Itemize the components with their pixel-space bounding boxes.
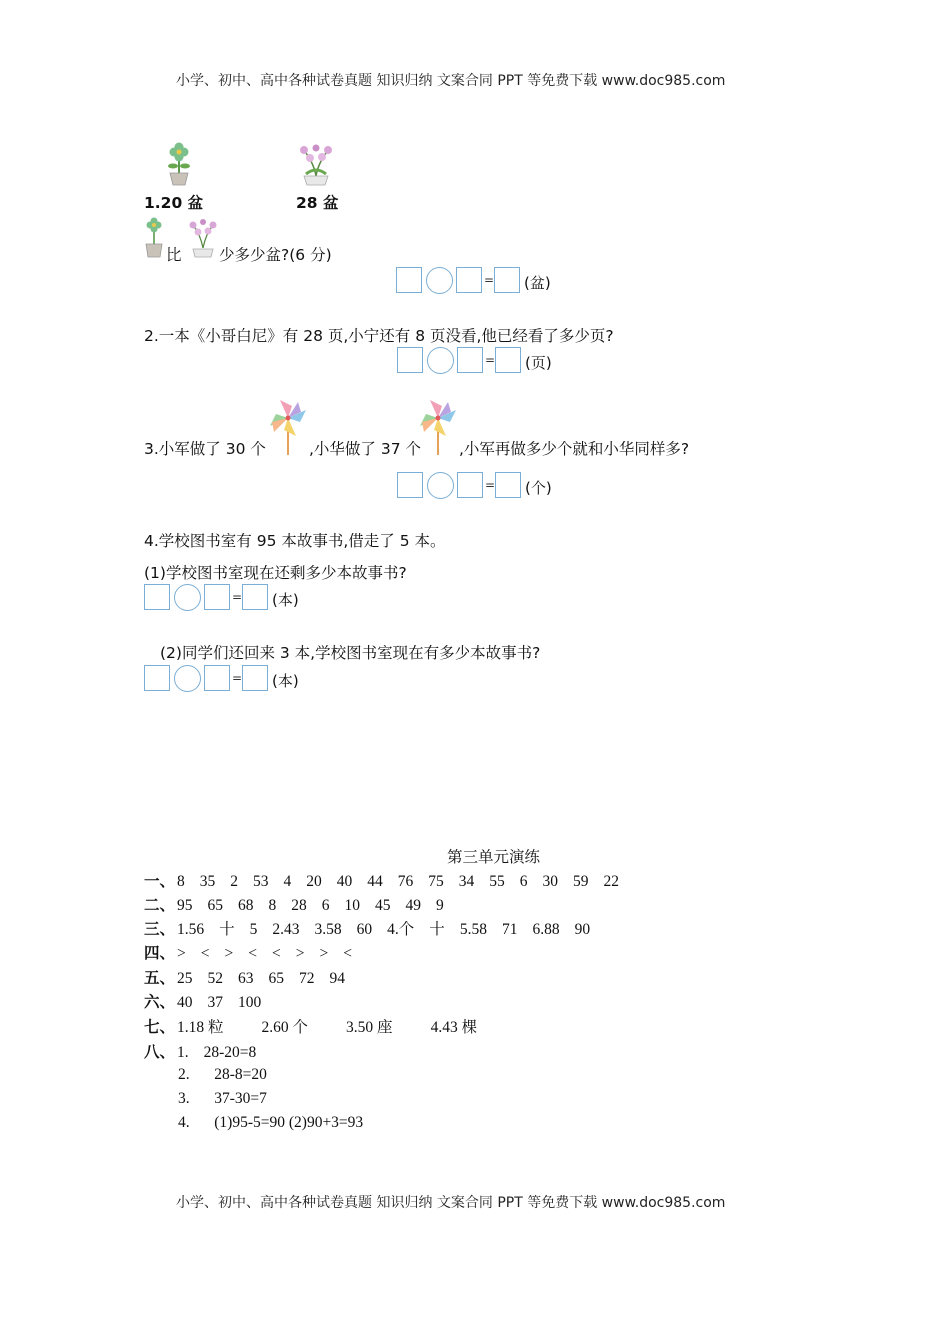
q4-sub1-answer-equation xyxy=(144,584,314,612)
answer-value: 40 xyxy=(336,873,353,890)
answer-value: 63 xyxy=(238,970,254,987)
answer-value: 53 xyxy=(253,873,269,890)
answer-value: 60 xyxy=(356,921,373,938)
answer-value: 4 xyxy=(283,873,292,890)
answer-value: 55 xyxy=(489,873,505,890)
page-footer: 小学、初中、高中各种试卷真题 知识归纳 文案合同 PPT 等免费下载 www.doc985.com xyxy=(176,1195,726,1211)
answer-value: 4.43 棵 xyxy=(430,1019,478,1036)
q4-unit2: (本) xyxy=(272,672,299,690)
answer-value: 37 xyxy=(207,994,224,1011)
answer-row-label: 五、 xyxy=(144,969,176,987)
answer-value: 2 xyxy=(230,873,239,890)
answer-value: < xyxy=(200,945,210,962)
answer-value: 20 xyxy=(306,873,322,890)
answer-row xyxy=(144,966,360,988)
answer-value: 72 xyxy=(299,970,315,987)
answer-box-result[interactable] xyxy=(495,347,521,373)
answer-extra-2: 2. 28-8=20 xyxy=(178,1066,267,1083)
answer-value: 22 xyxy=(603,873,620,890)
answer-value: 75 xyxy=(428,873,444,890)
q4-sub2-answer-equation xyxy=(144,665,314,693)
answer-row xyxy=(144,1040,271,1062)
answer-row-label: 四、 xyxy=(144,944,176,962)
answer-value: 100 xyxy=(238,994,262,1011)
answer-value: 35 xyxy=(199,873,216,890)
answer-value: 28 xyxy=(291,897,307,914)
orchid-pot-icon xyxy=(296,140,336,186)
answer-value: 3.58 xyxy=(314,921,342,938)
q1-unit: (盆) xyxy=(524,274,551,292)
q4-sub1: (1)学校图书室现在还剩多少本故事书? xyxy=(144,564,407,582)
q3-part2: ,小华做了 37 个 xyxy=(309,440,422,458)
answer-box-1[interactable] xyxy=(396,267,422,293)
q1-label-a: 1.20 盆 xyxy=(144,194,204,212)
answer-row xyxy=(144,893,459,915)
pinwheel-icon-2 xyxy=(418,398,458,456)
answer-box-1[interactable] xyxy=(144,584,170,610)
answer-value: 8 xyxy=(177,873,185,890)
q1-label-b: 28 盆 xyxy=(296,194,339,212)
q2-unit: (页) xyxy=(525,354,552,372)
page-header: 小学、初中、高中各种试卷真题 知识归纳 文案合同 PPT 等免费下载 www.doc985.com xyxy=(176,73,726,89)
answer-value: 6 xyxy=(519,873,528,890)
q4-sub2: (2)同学们还回来 3 本,学校图书室现在有多少本故事书? xyxy=(160,644,541,662)
answer-value: 10 xyxy=(344,897,361,914)
answer-row-label: 一、 xyxy=(144,872,176,890)
answer-box-2[interactable] xyxy=(204,665,230,691)
answer-value: 2.60 个 xyxy=(261,1019,309,1036)
answer-row-label: 六、 xyxy=(144,993,176,1011)
operator-circle[interactable] xyxy=(427,347,454,374)
answer-value: 4.个 xyxy=(387,921,415,938)
answer-value: 5.58 xyxy=(459,921,487,938)
equals-sign: = xyxy=(485,478,496,492)
answer-box-result[interactable] xyxy=(242,665,268,691)
answer-row xyxy=(144,917,605,939)
answer-value: 28-20=8 xyxy=(203,1044,257,1061)
operator-circle[interactable] xyxy=(426,267,453,294)
q2-answer-equation xyxy=(397,347,567,375)
answer-value: 45 xyxy=(375,897,391,914)
answer-value: 90 xyxy=(574,921,591,938)
answer-row-label: 二、 xyxy=(144,896,176,914)
answer-value: 68 xyxy=(238,897,254,914)
answer-box-result[interactable] xyxy=(242,584,268,610)
answer-value: 1.18 粒 xyxy=(177,1019,224,1036)
orchid-pot-small-icon xyxy=(187,216,219,258)
answer-box-2[interactable] xyxy=(457,347,483,373)
answer-value: > xyxy=(224,945,234,962)
answer-value: 59 xyxy=(573,873,589,890)
answer-row-label: 三、 xyxy=(144,920,176,938)
answer-value: 71 xyxy=(501,921,518,938)
q4-text: 4.学校图书室有 95 本故事书,借走了 5 本。 xyxy=(144,532,446,550)
answer-value: 1.56 xyxy=(177,921,205,938)
answer-box-1[interactable] xyxy=(397,347,423,373)
operator-circle[interactable] xyxy=(174,665,201,692)
answer-box-1[interactable] xyxy=(144,665,170,691)
answer-value: 1. xyxy=(177,1044,189,1061)
answer-value: 5 xyxy=(249,921,258,938)
answer-value: 65 xyxy=(268,970,285,987)
answer-row xyxy=(144,869,634,891)
q3-part1: 3.小军做了 30 个 xyxy=(144,440,266,458)
answer-value: 8 xyxy=(268,897,277,914)
q4-unit1: (本) xyxy=(272,591,299,609)
answer-value: 9 xyxy=(436,897,444,914)
q1-compare-word: 比 xyxy=(166,246,182,264)
operator-circle[interactable] xyxy=(427,472,454,499)
answer-value: 44 xyxy=(367,873,383,890)
answer-value: 76 xyxy=(397,873,414,890)
answer-key-title: 第三单元演练 xyxy=(447,848,541,866)
answer-value: > xyxy=(295,945,305,962)
q3-answer-equation xyxy=(397,472,567,500)
answer-value: < xyxy=(272,945,281,962)
answer-value: 95 xyxy=(177,897,193,914)
answer-extra-4: 4. (1)95-5=90 (2)90+3=93 xyxy=(178,1114,364,1131)
q3-part3: ,小军再做多少个就和小华同样多? xyxy=(459,440,690,458)
equals-sign: = xyxy=(232,671,243,685)
answer-value: 34 xyxy=(458,873,475,890)
green-flower-pot-icon xyxy=(164,140,194,186)
answer-row xyxy=(144,941,367,963)
q2-text: 2.一本《小哥白尼》有 28 页,小宁还有 8 页没看,他已经看了多少页? xyxy=(144,327,614,345)
answer-value: 6.88 xyxy=(532,921,560,938)
answer-value: 65 xyxy=(207,897,224,914)
answer-value: > xyxy=(177,945,186,962)
answer-value: 40 xyxy=(177,994,193,1011)
q3-unit: (个) xyxy=(525,479,552,497)
equals-sign: = xyxy=(484,273,495,287)
q1-question: 少多少盆?(6 分) xyxy=(219,246,332,264)
answer-row xyxy=(144,990,276,1012)
operator-circle[interactable] xyxy=(174,584,201,611)
answer-value: > xyxy=(319,945,329,962)
answer-box-2[interactable] xyxy=(457,472,483,498)
answer-value: 3.50 座 xyxy=(346,1019,393,1036)
answer-box-1[interactable] xyxy=(397,472,423,498)
answer-box-result[interactable] xyxy=(494,267,520,293)
answer-value: 2.43 xyxy=(272,921,300,938)
answer-value: 6 xyxy=(321,897,330,914)
answer-box-2[interactable] xyxy=(456,267,482,293)
answer-row-label: 八、 xyxy=(144,1043,176,1061)
q1-answer-equation xyxy=(396,267,566,295)
answer-box-2[interactable] xyxy=(204,584,230,610)
answer-value: 52 xyxy=(207,970,224,987)
answer-value: 30 xyxy=(542,873,559,890)
equals-sign: = xyxy=(232,590,243,604)
answer-row-label: 七、 xyxy=(144,1018,176,1036)
answer-value: 十 xyxy=(429,921,445,938)
answer-value: 十 xyxy=(219,921,235,938)
equals-sign: = xyxy=(485,353,496,367)
answer-row xyxy=(144,1015,515,1037)
answer-value: 49 xyxy=(405,897,422,914)
answer-value: 94 xyxy=(329,970,346,987)
answer-value: < xyxy=(248,945,258,962)
green-flower-pot-small-icon xyxy=(143,216,165,258)
answer-box-result[interactable] xyxy=(495,472,521,498)
answer-value: 25 xyxy=(177,970,193,987)
answer-value: < xyxy=(343,945,353,962)
pinwheel-icon xyxy=(268,398,308,456)
answer-extra-3: 3. 37-30=7 xyxy=(178,1090,267,1107)
